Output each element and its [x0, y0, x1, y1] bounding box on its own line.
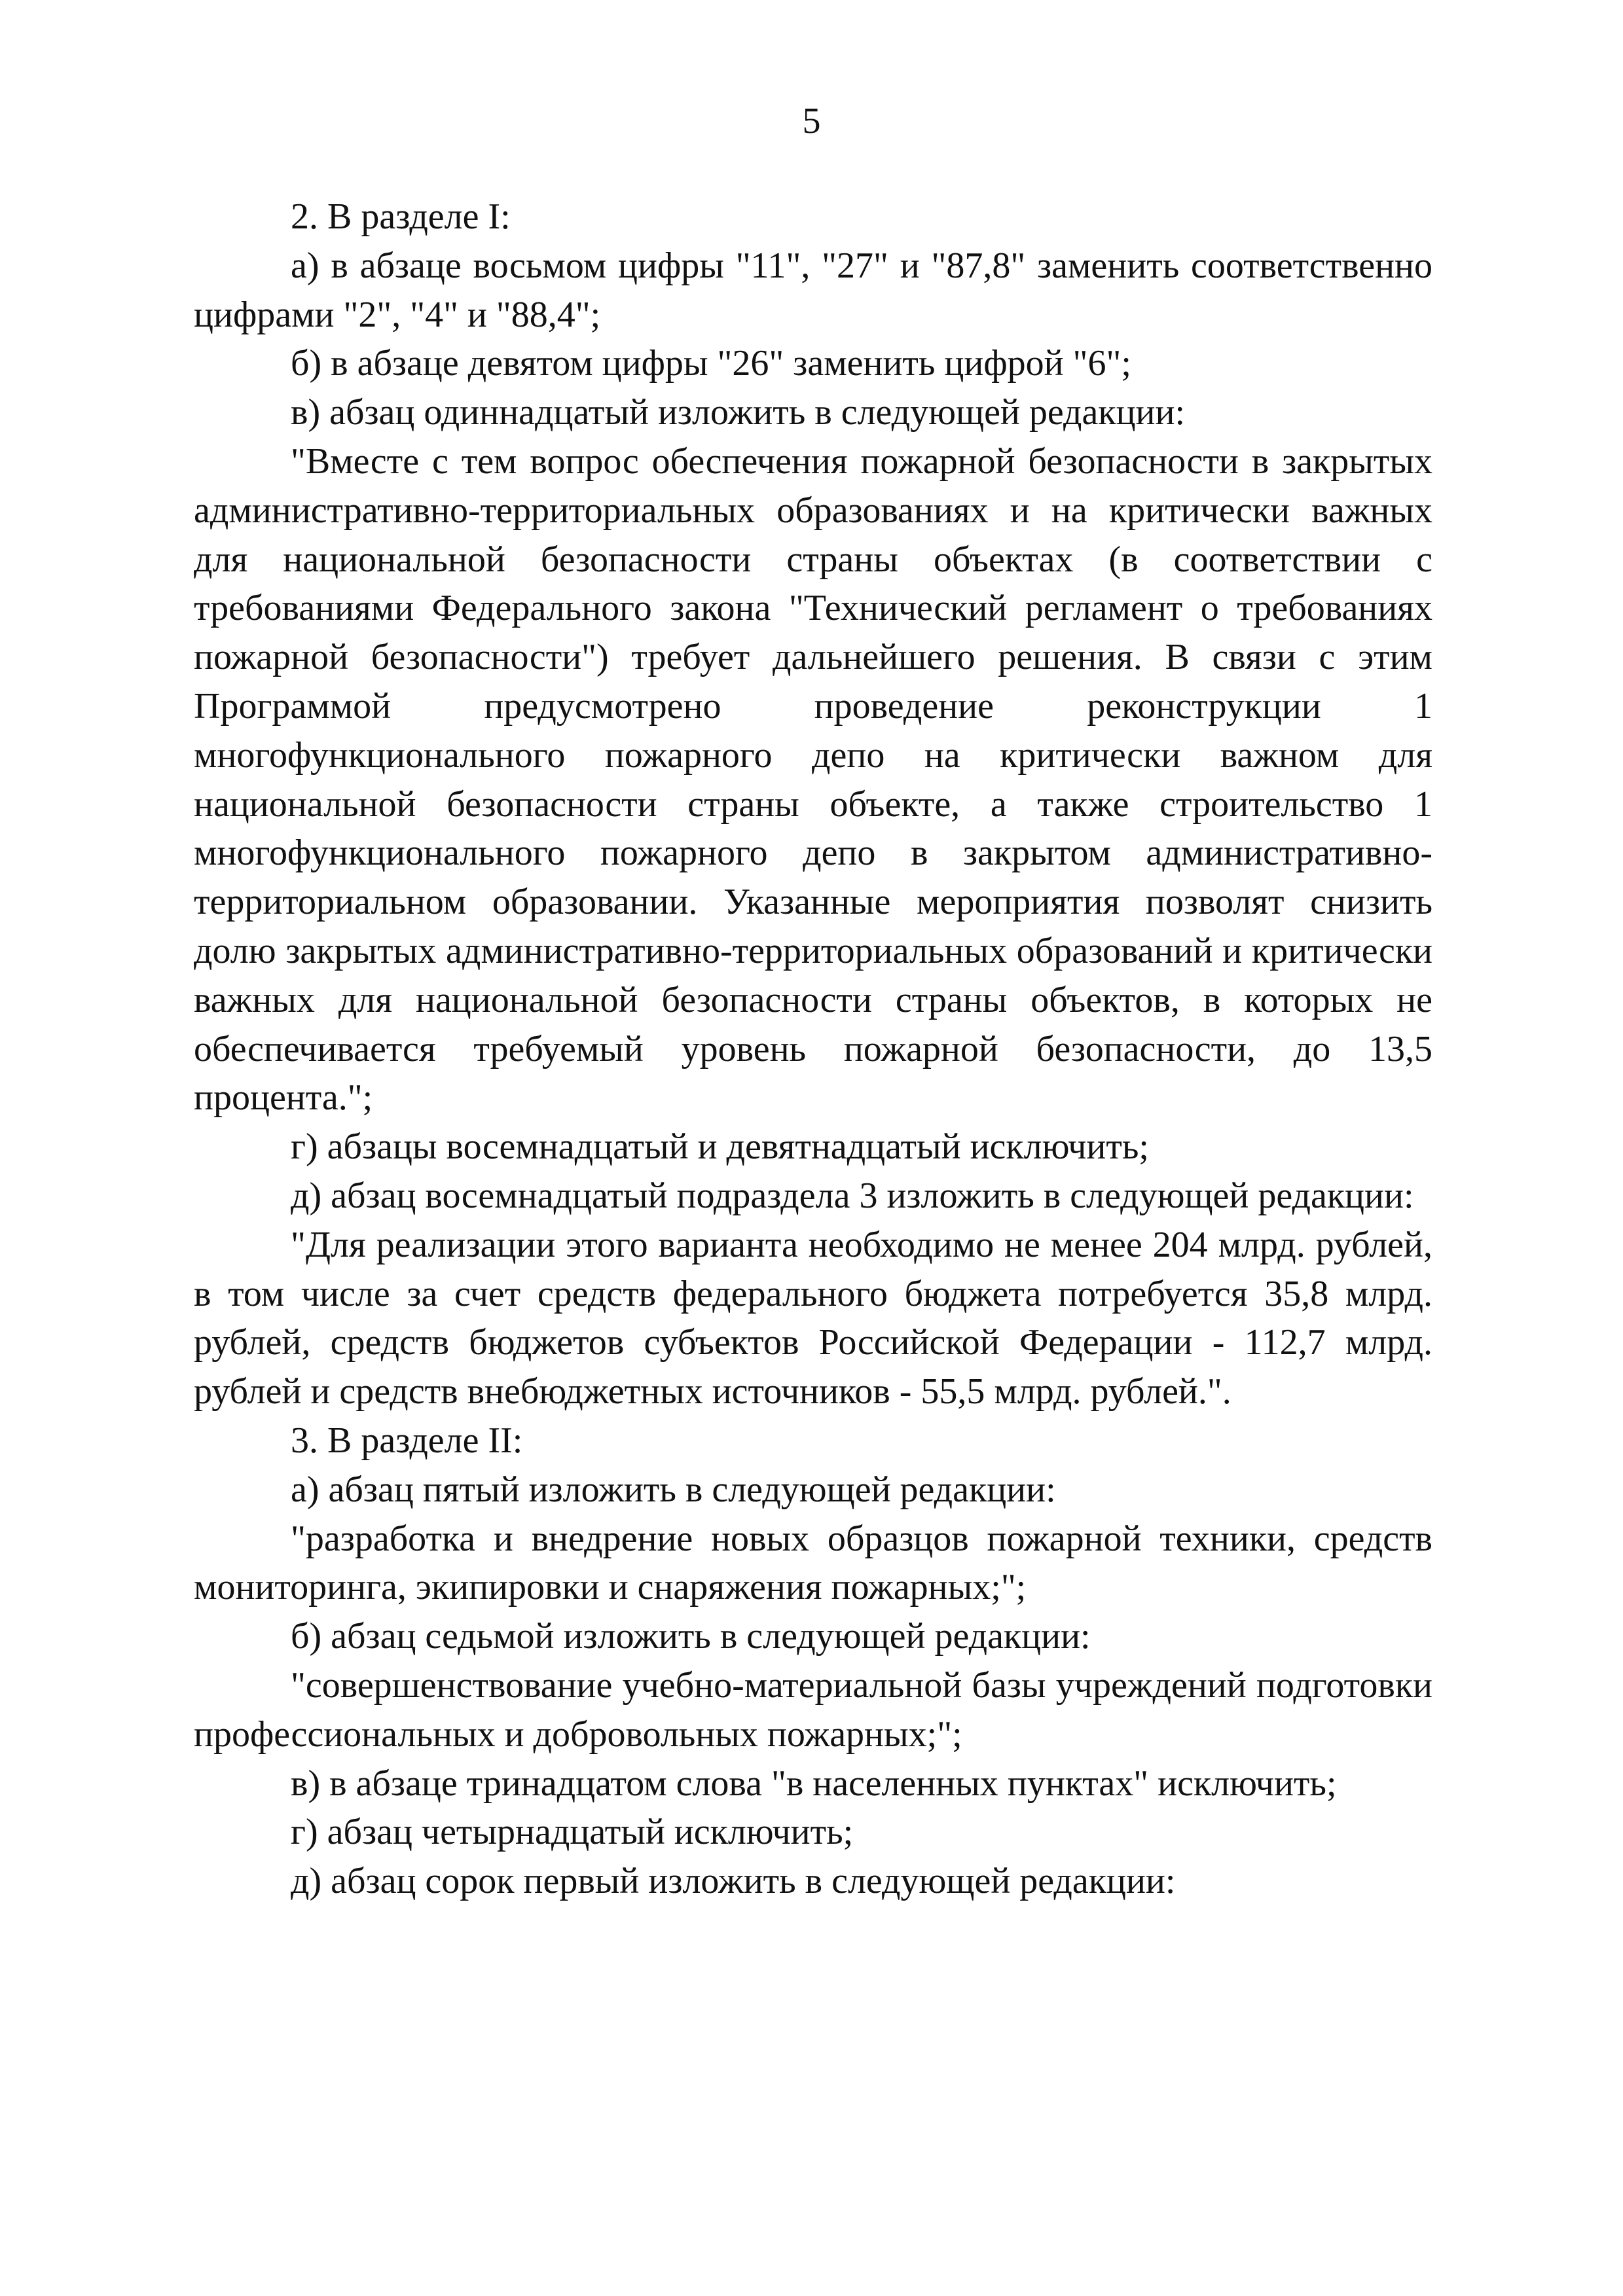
paragraph-quote-equipment: "разработка и внедрение новых образцов пожарной техники, средств мониторинга, экипировки и снаряжения пожарных;";	[194, 1518, 1432, 1608]
paragraph-quote-funding: "Для реализации этого варианта необходимо не менее 204 млрд. рублей, в том числе за счет средств федерального бюджета потребуется 35,8 млрд. рублей, средств бюджетов субъектов Российской Федерации - 112,7 млрд. рублей и средств внебюджетных источников - 55,5 млрд. рублей.".	[194, 1224, 1432, 1412]
paragraph-item-d: д) абзац восемнадцатый подраздела 3 изложить в следующей редакции:	[291, 1175, 1414, 1216]
paragraph-item-v: в) абзац одиннадцатый изложить в следующей редакции:	[291, 392, 1186, 433]
paragraph-item-b: б) в абзаце девятом цифры "26" заменить цифрой "6";	[291, 343, 1131, 384]
paragraph-quote-training: "совершенствование учебно-материальной базы учреждений подготовки профессиональных и добровольных пожарных;";	[194, 1664, 1432, 1755]
paragraph-item-v-2: в) в абзаце тринадцатом слова "в населенных пунктах" исключить;	[291, 1763, 1337, 1804]
paragraph-item-a-2: а) абзац пятый изложить в следующей редакции:	[291, 1469, 1056, 1510]
paragraph-item-a: а) в абзаце восьмом цифры "11", "27" и "87,8" заменить соответственно цифрами "2", "4" и "88,4";	[194, 245, 1432, 335]
paragraph-item-g-2: г) абзац четырнадцатый исключить;	[291, 1812, 854, 1853]
page-number: 5	[802, 101, 821, 141]
paragraph-item-g: г) абзацы восемнадцатый и девятнадцатый исключить;	[291, 1126, 1149, 1168]
paragraph-section-2-heading: 3. В разделе II:	[291, 1420, 523, 1461]
paragraph-section-1-heading: 2. В разделе I:	[291, 196, 511, 237]
paragraph-item-b-2: б) абзац седьмой изложить в следующей редакции:	[291, 1616, 1091, 1657]
document-body	[194, 192, 1432, 1906]
paragraph-item-d-2: д) абзац сорок первый изложить в следующей редакции:	[291, 1861, 1176, 1902]
paragraph-quote-fire-safety: "Вместе с тем вопрос обеспечения пожарной безопасности в закрытых административно-территориальных образованиях и на критически важных для национальной безопасности страны объектах (в соответствии с требованиями Федерального закона "Технический регламент о требованиях пожарной безопасности") требует дальнейшего решения. В связи с этим Программой предусмотрено проведение реконструкции 1 многофункционального пожарного депо на критически важном для национальной безопасности страны объекте, а также строительство 1 многофункционального пожарного депо в закрытом административно-территориальном образовании. Указанные мероприятия позволят снизить долю закрытых административно-территориальных образований и критически важных для национальной безопасности страны объектов, в которых не обеспечивается требуемый уровень пожарной безопасности, до 13,5 процента.";	[194, 440, 1432, 1119]
